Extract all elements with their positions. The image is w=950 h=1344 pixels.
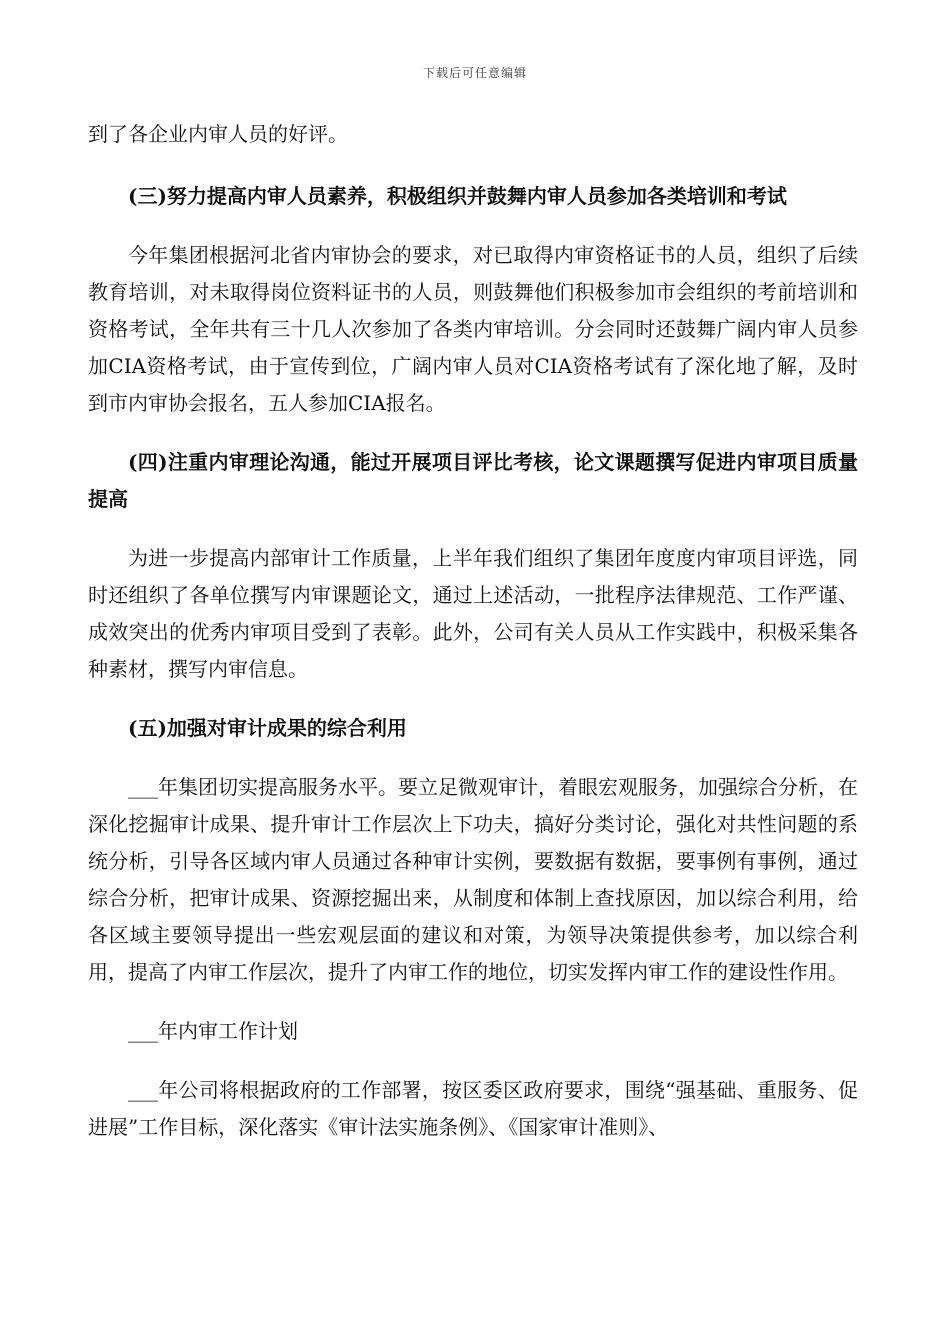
section-heading-5: (五)加强对审计成果的综合利用 — [128, 716, 407, 740]
document-body — [88, 116, 858, 1146]
paragraph-plan-title: ___年内审工作计划 — [128, 1019, 298, 1043]
paragraph-continuation: 到了各企业内审人员的好评。 — [88, 122, 348, 146]
page-header: 下载后可任意编辑 — [422, 66, 527, 80]
paragraph-training: 今年集团根据河北省内审协会的要求，对已取得内审资格证书的人员，组织了后续教育培训，对未取得岗位资料证书的人员，则鼓舞他们积极参加市会组织的考前培训和资格考试，全年共有三十几人次参加了各类内审培训。分会同时还鼓舞广阔内审人员参加CIA资格考试，由于宣传到位，广阔内审人员对CIA资格考试有了深化地了解，及时到市内审协会报名，五人参加CIA报名。 — [88, 243, 858, 415]
section-heading-3: (三)努力提高内审人员素养，积极组织并鼓舞内审人员参加各类培训和考试 — [128, 184, 787, 208]
section-heading-4: (四)注重内审理论沟通，能过开展项目评比考核，论文课题撰写促进内审项目质量提高 — [88, 450, 858, 511]
paragraph-project-evaluation: 为进一步提高内部审计工作质量，上半年我们组织了集团年度度内审项目评选，同时还组织了各单位撰写内审课题论文，通过上述活动，一批程序法律规范、工作严谨、成效突出的优秀内审项目受到了表彰。此外，公司有关人员从工作实践中，积极采集各种素材，撰写内审信息。 — [88, 546, 858, 681]
paragraph-plan-body: ___年公司将根据政府的工作部署，按区委区政府要求，围绕“强基础、重服务、促进展”工作目标，深化落实《审计法实施条例》、《国家审计准则》、 — [88, 1078, 858, 1139]
paragraph-audit-results: ___年集团切实提高服务水平。要立足微观审计，着眼宏观服务，加强综合分析，在深化挖掘审计成果、提升审计工作层次上下功夫，搞好分类讨论，强化对共性问题的系统分析，引导各区域内审人员通过各种审计实例，要数据有数据，要事例有事例，通过综合分析，把审计成果、资源挖掘出来，从制度和体制上查找原因，加以综合利用，给各区域主要领导提出一些宏观层面的建议和对策，为领导决策提供参考，加以综合利用，提高了内审工作层次，提升了内审工作的地位，切实发挥内审工作的建设性作用。 — [88, 775, 858, 984]
